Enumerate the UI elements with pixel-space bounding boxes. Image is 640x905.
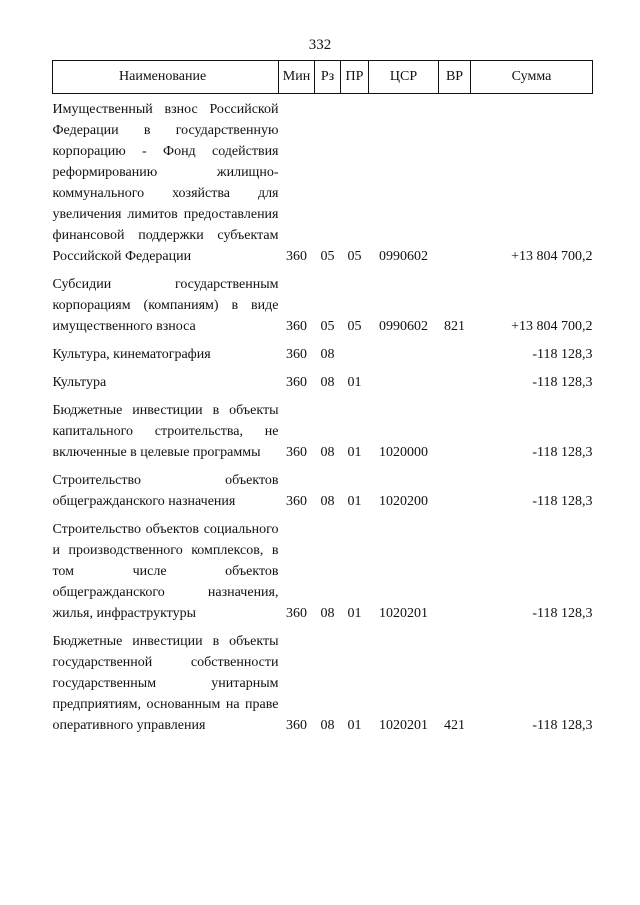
row-sum: -118 128,3 <box>532 445 593 460</box>
row-pr: 01 <box>347 494 362 509</box>
header-rz: Рз <box>315 61 341 94</box>
table-row <box>53 400 593 463</box>
row-sum: +13 804 700,2 <box>511 319 593 334</box>
table-row <box>53 631 593 736</box>
row-csr <box>369 372 439 393</box>
row-vr <box>439 519 471 624</box>
row-gap <box>53 624 593 631</box>
row-gap <box>53 267 593 274</box>
header-min: Мин <box>279 61 315 94</box>
row-min: 360 <box>286 347 307 362</box>
row-vr <box>439 344 471 365</box>
table-row <box>53 94 593 268</box>
row-min: 360 <box>286 718 307 733</box>
row-rz: 08 <box>320 347 335 362</box>
row-pr: 01 <box>347 606 362 621</box>
row-vr <box>439 400 471 463</box>
row-min: 360 <box>286 319 307 334</box>
row-min: 360 <box>286 249 307 264</box>
row-sum: -118 128,3 <box>532 347 593 362</box>
row-vr <box>439 470 471 512</box>
row-vr: 821 <box>444 319 465 334</box>
row-pr: 01 <box>347 445 362 460</box>
row-rz: 08 <box>320 375 335 390</box>
row-gap <box>53 463 593 470</box>
header-name: Наименование <box>53 61 279 94</box>
row-rz: 08 <box>320 606 335 621</box>
row-csr: 1020201 <box>379 606 428 621</box>
row-gap <box>53 365 593 372</box>
page-number: 332 <box>308 37 332 53</box>
row-rz: 08 <box>320 494 335 509</box>
row-csr: 1020000 <box>379 445 428 460</box>
row-name: Культура <box>52 375 107 390</box>
row-pr <box>341 344 369 365</box>
row-sum: +13 804 700,2 <box>511 249 593 264</box>
header-csr: ЦСР <box>369 61 439 94</box>
row-name: Строительство объектов социального и производственного комплексов, в том числе объектов общегражданского назначения, жилья, инфраструктуры <box>52 522 279 621</box>
row-pr: 01 <box>347 375 362 390</box>
row-vr <box>439 94 471 268</box>
row-rz: 08 <box>320 445 335 460</box>
row-sum: -118 128,3 <box>532 606 593 621</box>
row-min: 360 <box>286 375 307 390</box>
budget-table <box>52 60 593 736</box>
row-name: Субсидии государственным корпорациям (компаниям) в виде имущественного взноса <box>52 277 279 334</box>
row-csr: 0990602 <box>379 249 428 264</box>
table-row <box>53 470 593 512</box>
row-sum: -118 128,3 <box>532 375 593 390</box>
row-csr <box>369 344 439 365</box>
row-csr: 0990602 <box>379 319 428 334</box>
row-sum: -118 128,3 <box>532 718 593 733</box>
row-rz: 05 <box>320 249 335 264</box>
row-gap <box>53 337 593 344</box>
header-vr: ВР <box>439 61 471 94</box>
row-vr <box>439 372 471 393</box>
row-min: 360 <box>286 494 307 509</box>
table-row <box>53 274 593 337</box>
row-pr: 05 <box>347 249 362 264</box>
header-sum: Сумма <box>471 61 593 94</box>
row-csr: 1020201 <box>379 718 428 733</box>
table-row <box>53 519 593 624</box>
row-name: Бюджетные инвестиции в объекты капитального строительства, не включенные в целевые программы <box>52 403 279 460</box>
row-name: Строительство объектов общегражданского назначения <box>52 473 279 509</box>
row-sum: -118 128,3 <box>532 494 593 509</box>
row-rz: 05 <box>320 319 335 334</box>
row-name: Бюджетные инвестиции в объекты государственной собственности государственным унитарным предприятиям, основанным на праве оперативного управления <box>52 634 279 733</box>
table-row <box>53 344 593 365</box>
row-name: Культура, кинематография <box>52 347 211 362</box>
row-csr: 1020200 <box>379 494 428 509</box>
table-header-row <box>53 61 593 94</box>
row-min: 360 <box>286 445 307 460</box>
table-row <box>53 372 593 393</box>
row-rz: 08 <box>320 718 335 733</box>
row-pr: 05 <box>347 319 362 334</box>
row-pr: 01 <box>347 718 362 733</box>
row-name: Имущественный взнос Российской Федерации в государственную корпорацию - Фонд содействия реформированию жилищно-коммунального хозяйства для увеличения лимитов предоставления финансовой поддержки субъектам Российской Федерации <box>52 102 279 264</box>
header-pr: ПР <box>341 61 369 94</box>
row-min: 360 <box>286 606 307 621</box>
row-gap <box>53 393 593 400</box>
row-vr: 421 <box>444 718 465 733</box>
row-gap <box>53 512 593 519</box>
